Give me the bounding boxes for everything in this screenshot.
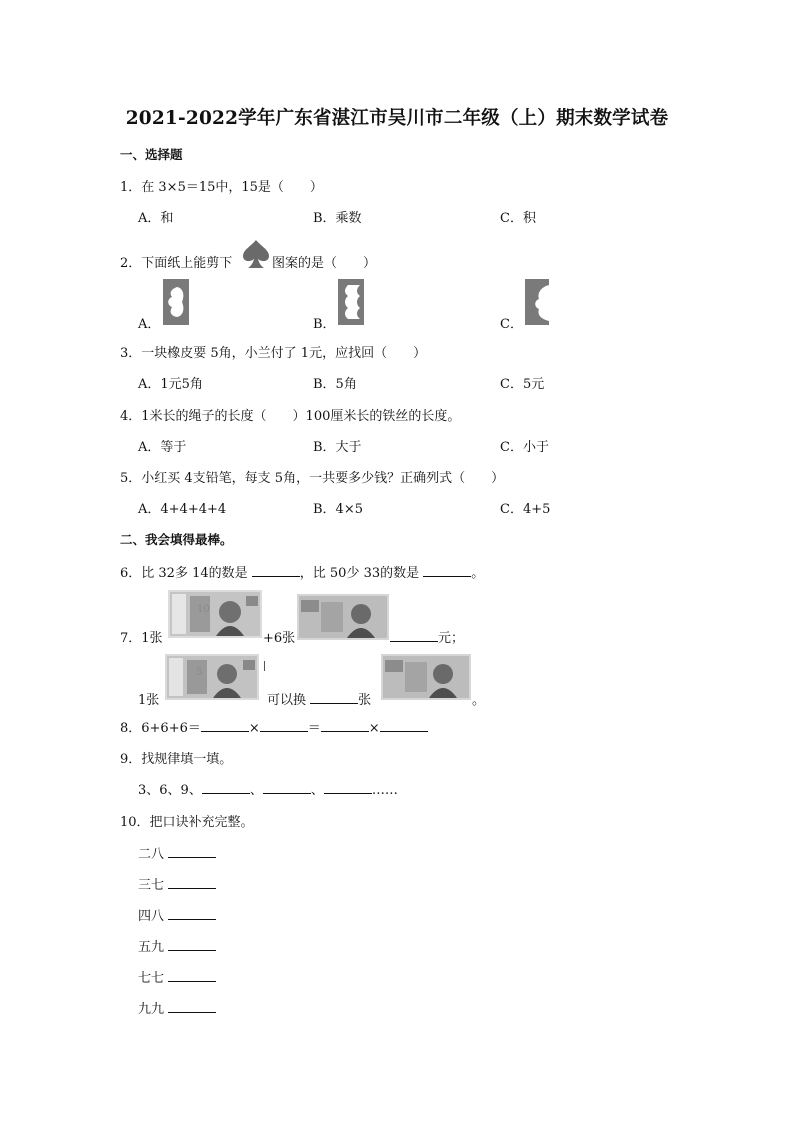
banknote-10-yuan-image [168,590,262,638]
rhyme-label: 五九 [138,940,165,955]
answer-blank[interactable] [263,781,311,794]
question-2-stem-part1: 2．下面纸上能剪下 [120,256,233,271]
answer-blank[interactable] [168,845,216,858]
question-5-option-b: B．4×5 [313,502,363,517]
question-7-line2-label: 1张 [138,693,160,708]
question-4-stem: 4．1米长的绳子的长度（ ）100厘米长的铁丝的长度。 [120,409,461,424]
rhyme-item [138,936,216,955]
banknote-10-denomination: 10 [197,604,210,615]
answer-blank[interactable] [390,629,438,642]
question-2-option-a: A． [138,317,161,332]
question-7-line2-middle [267,689,371,708]
rhyme-item [138,967,216,986]
question-5-option-a: A．4+4+4+4 [138,502,227,517]
question-8-part1: 8．6+6+6＝ [120,721,201,736]
answer-blank[interactable] [168,876,216,889]
question-8-line [120,717,428,736]
answer-blank[interactable] [380,719,428,732]
question-3-option-c: C．5元 [500,377,545,392]
question-6-part3: 。 [471,566,485,581]
question-4-option-b: B．大于 [313,440,362,455]
question-2-stem-part2: 图案的是（ ） [272,256,377,271]
answer-blank[interactable] [324,781,372,794]
question-6-part1: 6．比 32多 14的数是 [120,566,248,581]
rhyme-item [138,874,216,893]
question-5-stem: 5．小红买 4支铅笔，每支 5角，一共要多少钱？正确列式（ ） [120,471,505,486]
answer-blank[interactable] [202,781,250,794]
answer-blank[interactable] [321,719,369,732]
question-6-part2: ，比 50少 33的数是 [299,566,420,581]
rhyme-item [138,905,216,924]
question-1-stem: 1．在 3×5＝15中，15是（ ） [120,180,323,195]
page-title: 2021-2022学年广东省湛江市吴川市二年级（上）期末数学试卷 [125,108,669,129]
question-3-stem: 3．一块橡皮要 5角，小兰付了 1元，应找回（ ） [120,346,427,361]
spade-shape-icon [240,238,272,270]
banknote-1-yuan-image-2 [381,654,471,700]
answer-blank[interactable] [423,564,471,577]
unit-sheet-label: 张 [358,693,372,708]
answer-blank[interactable] [201,719,249,732]
equals-sign: ＝ [307,721,321,736]
question-5-option-c: C．4+5 [500,502,551,517]
banknote-1-yuan-image [297,594,389,640]
rhyme-item [138,843,216,862]
rhyme-label: 四八 [138,909,165,924]
ellipsis: …… [371,783,398,798]
answer-blank[interactable] [310,691,358,704]
question-2-option-c: C． [500,317,523,332]
question-10-stem: 10．把口诀补充完整。 [120,815,254,830]
question-1-option-b: B．乘数 [313,211,362,226]
rhyme-label: 九九 [138,1002,165,1017]
rhyme-label: 二八 [138,847,165,862]
question-7-plus-label: +6张 [263,631,296,646]
divider-tick [264,661,265,671]
question-4-option-a: A．等于 [138,440,187,455]
question-7-label: 7．1张 [120,631,163,646]
banknote-5-yuan-image [165,654,259,700]
question-9-sequence [138,779,398,798]
exchange-label: 可以换 [267,693,307,708]
separator: 、 [310,783,324,798]
answer-blank[interactable] [168,969,216,982]
answer-blank[interactable] [168,907,216,920]
unit-yuan-label: 元； [438,631,465,646]
banknote-5-denomination: 5 [196,667,203,678]
separator: 、 [249,783,263,798]
answer-blank[interactable] [168,938,216,951]
section-heading-choice: 一、选择题 [120,147,183,162]
rhyme-label: 三七 [138,878,165,893]
paper-cut-a-image [163,279,189,325]
question-1-option-a: A．和 [138,211,174,226]
question-7-period: 。 [472,693,486,708]
question-2-option-b: B． [313,317,336,332]
question-1-option-c: C．积 [500,211,536,226]
question-4-option-c: C．小于 [500,440,549,455]
question-9-stem: 9．找规律填一填。 [120,752,233,767]
sequence-start: 3、6、9、 [138,783,202,798]
times-sign: × [368,721,380,736]
rhyme-label: 七七 [138,971,165,986]
section-heading-fill: 二、我会填得最棒。 [120,532,233,547]
times-sign: × [248,721,260,736]
question-3-option-a: A．1元5角 [138,377,203,392]
paper-cut-c-image [525,279,549,325]
question-3-option-b: B．5角 [313,377,357,392]
answer-blank[interactable] [260,719,308,732]
paper-cut-b-image [338,279,364,325]
question-6-line [120,562,484,581]
answer-blank[interactable] [168,1000,216,1013]
answer-blank[interactable] [252,564,300,577]
question-7-answer-1 [390,627,464,646]
rhyme-item [138,998,216,1017]
